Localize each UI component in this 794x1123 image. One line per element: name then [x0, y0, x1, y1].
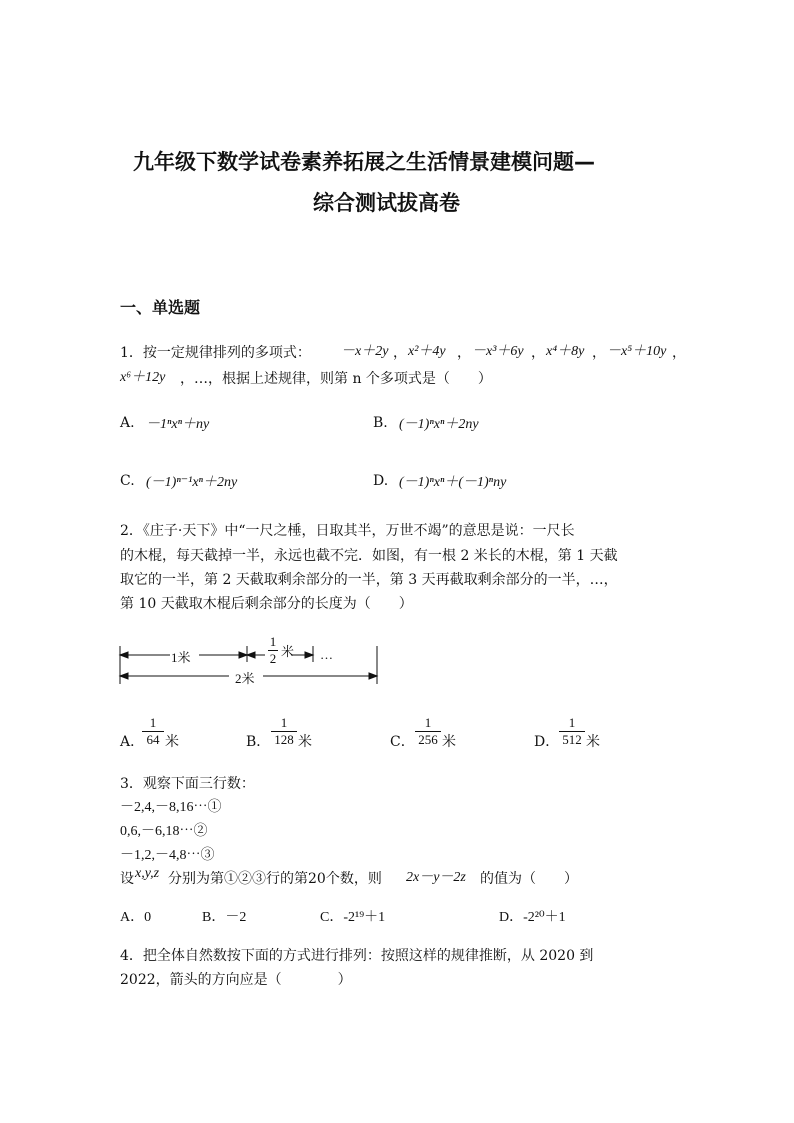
q2-option-B-letter: B．	[246, 734, 271, 750]
half-denominator: 2	[269, 651, 277, 666]
arrow-head-left	[120, 673, 128, 679]
q2-option-B-unit: 米	[298, 734, 312, 750]
comma: ，	[393, 345, 407, 361]
q1-option-A: －1ⁿxⁿ＋ny	[146, 417, 210, 432]
q2-option-D-letter: D．	[534, 734, 560, 750]
q3-row-2: 0,6,－6,18⋯②	[120, 824, 208, 839]
q3-option-A: A．0	[120, 910, 152, 925]
arrow-head-left	[120, 652, 128, 658]
q3-ask-prefix: 设	[120, 871, 134, 887]
label-half-unit: 米	[281, 644, 295, 659]
comma: ，	[672, 345, 686, 361]
q1-term-2: x²＋4y	[408, 344, 446, 359]
q1-term-3: －x³＋6y	[472, 344, 524, 359]
q1-option-D: (－1)ⁿxⁿ＋(－1)ⁿny	[399, 475, 507, 490]
q3-option-D: D．-2²⁰＋1	[499, 910, 566, 925]
q4-line-2: 2022，箭头的方向应是（ ）	[120, 972, 352, 988]
q1-term-4: x⁴＋8y	[546, 344, 585, 359]
q1-option-B-letter: B.	[373, 415, 388, 431]
denominator: 256	[418, 732, 438, 747]
arrow-head-right	[369, 673, 377, 679]
q1-option-B: (－1)ⁿxⁿ＋2ny	[399, 417, 479, 432]
q2-option-D-fraction	[559, 716, 585, 747]
page-title-line1: 九年级下数学试卷素养拓展之生活情景建模问题—	[133, 150, 595, 174]
q2-option-D-unit: 米	[586, 734, 600, 750]
q3-row-3: －1,2,－4,8⋯③	[120, 848, 215, 863]
q1-term-1: －x＋2y	[341, 344, 389, 359]
q2-option-A-letter: A．	[120, 734, 145, 750]
q3-intro: 3．观察下面三行数：	[120, 776, 255, 792]
q3-option-C: C．-2¹⁹＋1	[320, 910, 386, 925]
q2-option-C-fraction	[415, 716, 441, 747]
q2-line-2: 的木棍，每天截掉一半，永远也截不完．如图，有一根 2 米长的木棍，第 1 天截	[120, 548, 618, 564]
q1-suffix: ，…，根据上述规律，则第 n 个多项式是（ ）	[180, 371, 492, 387]
q2-option-C-unit: 米	[442, 734, 456, 750]
numerator: 1	[280, 715, 288, 730]
numerator: 1	[149, 715, 157, 730]
q2-option-C-letter: C．	[390, 734, 415, 750]
q3-row-1: －2,4,－8,16⋯①	[120, 800, 222, 815]
numerator: 1	[424, 715, 432, 730]
page-title-line2: 综合测试拔高卷	[313, 191, 460, 215]
arrow-head-right	[305, 652, 313, 658]
label-2m: 2米	[235, 671, 255, 686]
q2-line-4: 第 10 天截取木棍后剩余部分的长度为（ ）	[120, 596, 413, 612]
q1-prefix: 1．按一定规律排列的多项式：	[120, 345, 311, 361]
q3-ask-suffix: 的值为（ ）	[480, 871, 578, 887]
label-half-fraction	[268, 635, 278, 666]
q1-option-D-letter: D.	[373, 473, 389, 489]
label-1m: 1米	[171, 650, 191, 665]
q1-option-C: (－1)ⁿ⁻¹xⁿ＋2ny	[146, 475, 238, 490]
q3-option-B: B．－2	[202, 910, 247, 925]
q2-option-B-fraction	[271, 716, 297, 747]
q2-line-1: 2．《庄子·天下》中“一尺之棰，日取其半，万世不竭”的意思是说：一尺长	[120, 523, 575, 539]
denominator: 64	[146, 732, 160, 747]
half-numerator: 1	[269, 634, 277, 649]
q1-option-C-letter: C.	[120, 473, 135, 489]
q2-option-A-fraction	[142, 716, 164, 747]
q3-ask-expression: 2x－y－2z	[406, 870, 466, 885]
comma: ，	[531, 345, 545, 361]
q3-ask-middle: 分别为第①②③行的第20个数，则	[168, 871, 382, 887]
q1-term-5: －x⁵＋10y	[607, 344, 667, 359]
q4-line-1: 4．把全体自然数按下面的方式进行排列：按照这样的规律推断，从 2020 到	[120, 948, 594, 964]
denominator: 128	[274, 732, 294, 747]
q1-term-6: x⁶＋12y	[120, 370, 166, 385]
q2-line-3: 取它的一半，第 2 天截取剩余部分的一半，第 3 天再截取剩余部分的一半，…，	[120, 572, 618, 588]
comma: ，	[592, 345, 606, 361]
denominator: 512	[562, 732, 582, 747]
q1-option-A-letter: A.	[120, 415, 135, 431]
arrow-head-left	[247, 652, 255, 658]
label-dots: …	[320, 647, 333, 662]
section-heading-single-choice: 一、单选题	[120, 298, 201, 317]
comma: ，	[457, 345, 471, 361]
q3-ask-vars: x,y,z	[135, 866, 160, 881]
numerator: 1	[568, 715, 576, 730]
q2-option-A-unit: 米	[165, 734, 179, 750]
